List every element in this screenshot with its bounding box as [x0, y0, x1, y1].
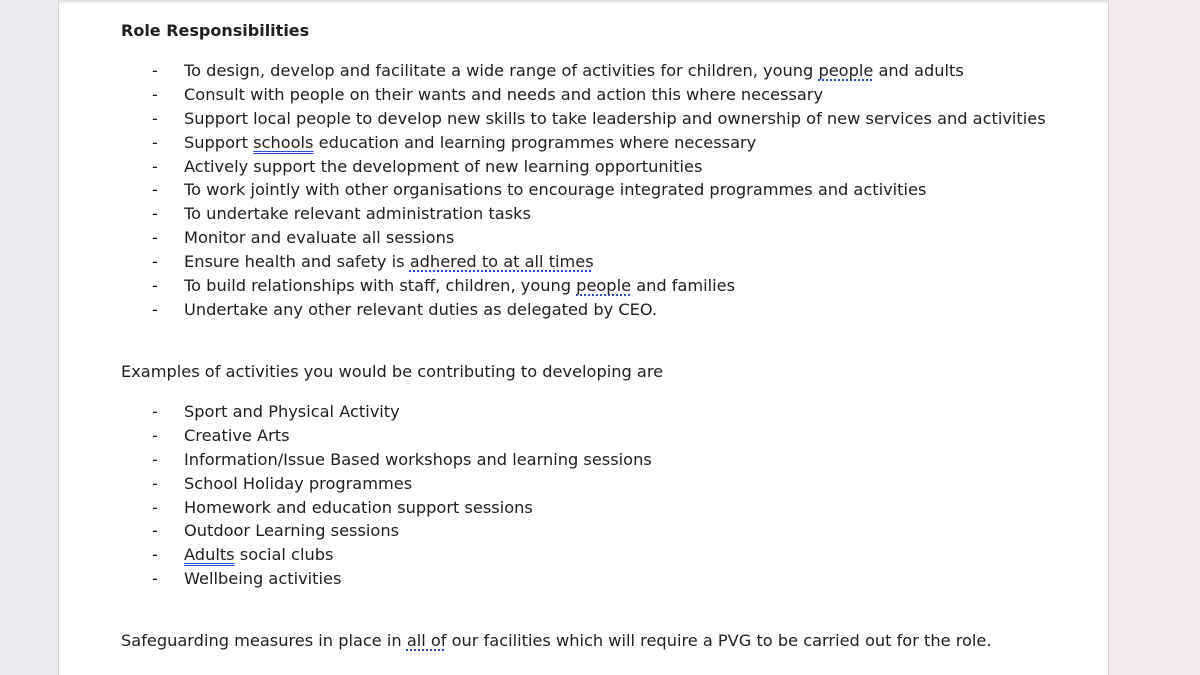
text-segment: Wellbeing activities	[184, 569, 342, 589]
list-item-text	[184, 424, 290, 448]
bullet-dash: -	[152, 449, 158, 469]
list-item-text	[184, 298, 657, 322]
text-segment: Undertake any other relevant duties as delegated by CEO.	[184, 299, 658, 319]
bullet-dash: -	[152, 425, 158, 445]
list-item-text	[184, 250, 594, 274]
text-segment: Outdoor Learning sessions	[184, 521, 400, 541]
bullet-dash: -	[152, 180, 158, 200]
proofing-flag[interactable]: Adults	[184, 545, 235, 565]
text-segment: Creative Arts	[184, 425, 290, 445]
text-segment: School Holiday programmes	[184, 473, 413, 493]
text-segment: Ensure health and safety is	[184, 252, 410, 272]
bullet-dash: -	[152, 204, 158, 224]
proofing-flag[interactable]: schools	[253, 132, 314, 152]
text-segment: Support	[184, 132, 254, 152]
list-item-text	[184, 155, 702, 179]
list-item-text	[184, 178, 926, 202]
bullet-dash: -	[152, 156, 158, 176]
text-segment: and families	[631, 276, 736, 296]
text-segment: and adults	[873, 61, 964, 80]
list-item-text	[184, 202, 531, 226]
bullet-dash: -	[152, 402, 158, 421]
list-item-text	[184, 496, 533, 520]
text-segment: Actively support the development of new learning opportunities	[184, 156, 703, 176]
bullet-dash: -	[152, 132, 158, 152]
text-segment: To work jointly with other organisations to encourage integrated programmes and activities	[184, 180, 927, 200]
list-item-text	[184, 83, 823, 107]
document-page	[58, 0, 1109, 675]
bullet-dash: -	[152, 521, 158, 541]
safeguarding-paragraph	[121, 629, 992, 653]
bullet-dash: -	[152, 61, 158, 80]
text-segment: To build relationships with staff, children, young	[184, 276, 577, 296]
page-top-edge	[59, 0, 1108, 4]
list-item-text	[184, 59, 964, 83]
bullet-dash: -	[152, 497, 158, 517]
bullet-dash: -	[152, 473, 158, 493]
text-segment: Support local people to develop new skills to take leadership and ownership of new services and activities	[184, 108, 1046, 128]
bullet-dash: -	[152, 228, 158, 248]
bullet-dash: -	[152, 276, 158, 296]
list-item-text	[184, 543, 333, 567]
text-segment: Sport and Physical Activity	[184, 402, 400, 421]
list-item-text	[184, 448, 652, 472]
bullet-dash: -	[152, 252, 158, 272]
text-segment: Consult with people on their wants and needs and action this where necessary	[184, 84, 824, 104]
section-heading: Role Responsibilities	[121, 21, 310, 40]
examples-intro: Examples of activities you would be contributing to developing are	[121, 362, 664, 381]
proofing-flag[interactable]: people	[576, 276, 632, 296]
bullet-dash: -	[152, 545, 158, 565]
text-segment: Information/Issue Based workshops and learning sessions	[184, 449, 652, 469]
proofing-flag[interactable]: adhered to at all times	[409, 252, 594, 272]
list-item-text	[184, 472, 412, 496]
proofing-flag[interactable]: all of	[406, 631, 447, 650]
text-segment: To undertake relevant administration tasks	[184, 204, 531, 224]
list-item-text	[184, 400, 400, 424]
safeguarding-text-end: our facilities which will require a PVG to be carried out for the role.	[446, 631, 992, 650]
safeguarding-text-start: Safeguarding measures in place in	[121, 631, 407, 650]
list-item-text	[184, 567, 341, 591]
text-segment: social clubs	[234, 545, 334, 565]
list-item-text	[184, 107, 1046, 131]
text-segment: To design, develop and facilitate a wide range of activities for children, young	[184, 61, 819, 80]
text-segment: education and learning programmes where necessary	[313, 132, 757, 152]
text-segment: Monitor and evaluate all sessions	[184, 228, 455, 248]
list-item-text	[184, 226, 454, 250]
list-item-text	[184, 131, 756, 155]
bullet-dash: -	[152, 108, 158, 128]
bullet-dash: -	[152, 84, 158, 104]
bullet-dash: -	[152, 299, 158, 319]
bullet-dash: -	[152, 569, 158, 589]
text-segment: Homework and education support sessions	[184, 497, 533, 517]
list-item-text	[184, 274, 735, 298]
list-item-text	[184, 519, 399, 543]
proofing-flag[interactable]: people	[818, 61, 874, 80]
